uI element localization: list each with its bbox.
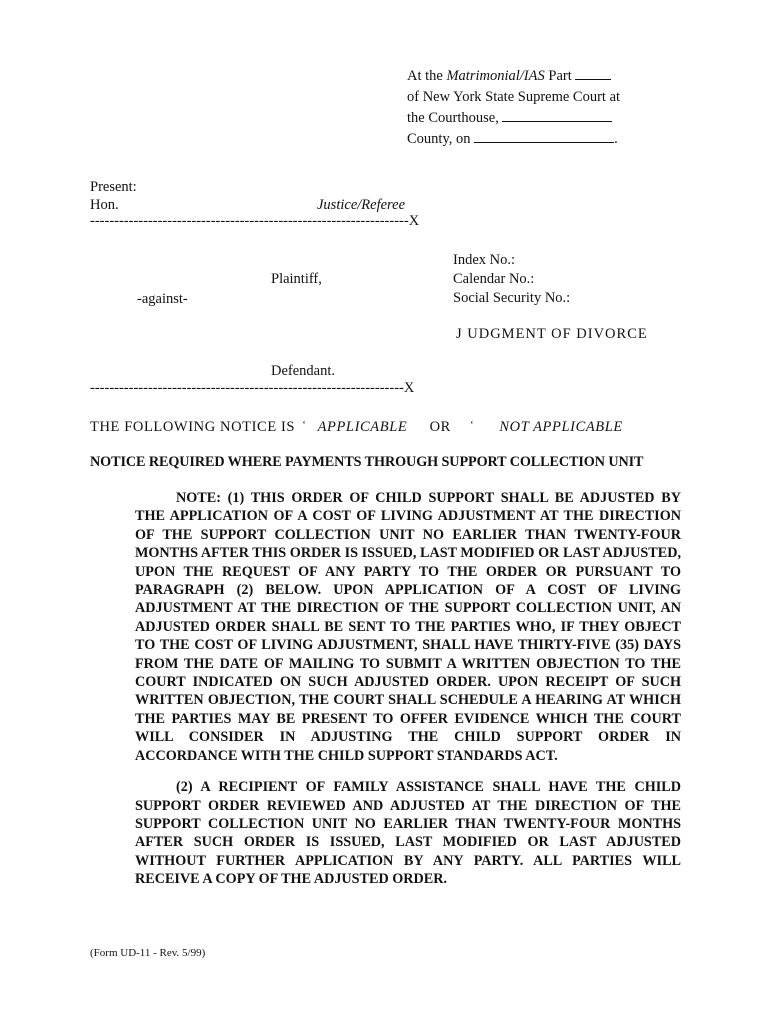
court-header-line-1: At the Matrimonial/IAS Part bbox=[407, 66, 620, 87]
court-header-line-4: County, on . bbox=[407, 131, 618, 147]
calendar-number-label: Calendar No.: bbox=[453, 271, 535, 287]
court-header-line-3: the Courthouse, bbox=[407, 108, 620, 129]
courthouse-field[interactable] bbox=[502, 108, 612, 122]
notice-paragraph-2: (2) A RECIPIENT OF FAMILY ASSISTANCE SHALL HAVE THE CHILD SUPPORT ORDER REVIEWED AND ADJUSTED AT THE DIRECTION OF THE SUPPORT COLLECTION UNIT NO EARLIER THAN TWENTY-FOUR MONTHS AFTER SUCH ORDER IS ISSUED, LAST MODIFIED OR LAST ADJUSTED WITHOUT FURTHER APPLICATION BY ANY PARTY. ALL PARTIES WILL RECEIVE A COPY OF THE ADJUSTED ORDER. bbox=[135, 779, 681, 888]
justice-referee-label: Justice/Referee bbox=[317, 197, 406, 213]
or-label: OR bbox=[429, 419, 451, 435]
part-number-field[interactable] bbox=[575, 66, 611, 80]
plaintiff-label: Plaintiff, bbox=[271, 271, 322, 287]
part-type: Matrimonial/IAS bbox=[446, 68, 545, 84]
notice-heading: NOTICE REQUIRED WHERE PAYMENTS THROUGH SUPPORT COLLECTION UNIT bbox=[90, 454, 644, 470]
notice-paragraph-1: NOTE: (1) THIS ORDER OF CHILD SUPPORT SHALL BE ADJUSTED BY THE APPLICATION OF A COST OF LIVING ADJUSTMENT AT THE DIRECTION OF THE SUPPORT COLLECTION UNIT NO EARLIER THAN TWENTY-FOUR MONTHS AFTER THIS ORDER IS ISSUED, LAST MODIFIED OR LAST ADJUSTED, UPON THE REQUEST OF ANY PARTY TO THE ORDER OR PURSUANT TO PARAGRAPH (2) BELOW. UPON APPLICATION OF A COST OF LIVING ADJUSTMENT AT THE DIRECTION OF THE SUPPORT COLLECTION UNIT, AN ADJUSTED ORDER SHALL BE SENT TO THE PARTIES WHO, IF THEY OBJECT TO THE COST OF LIVING ADJUSTMENT, SHALL HAVE THIRTY-FIVE (35) DAYS FROM THE DATE OF MAILING TO SUBMIT A WRITTEN OBJECTION TO THE COURT INDICATED ON SUCH ADJUSTED ORDER. UPON RECEIPT OF SUCH WRITTEN OBJECTION, THE COURT SHALL SCHEDULE A HEARING AT WHICH THE PARTIES MAY BE PRESENT TO OFFER EVIDENCE WHICH THE COURT WILL CONSIDER IN ADJUSTING THE CHILD SUPPORT ORDER IN ACCORDANCE WITH THE CHILD SUPPORT STANDARDS ACT. bbox=[135, 490, 681, 764]
applicable-checkbox[interactable]: ‘ bbox=[302, 419, 307, 431]
present-label: Present: bbox=[90, 179, 137, 195]
against-label: -against- bbox=[137, 291, 188, 307]
notice-applicability-line bbox=[90, 416, 685, 436]
defendant-label: Defendant. bbox=[271, 363, 336, 379]
applicable-label: APPLICABLE bbox=[317, 419, 408, 435]
index-number-label: Index No.: bbox=[453, 252, 516, 268]
not-applicable-label: NOT APPLICABLE bbox=[499, 419, 623, 435]
caption-bottom-rule: -----------------------------------------------------------------X bbox=[90, 380, 415, 396]
caption-top-rule: ------------------------------------------------------------------X bbox=[90, 213, 420, 229]
notice-body bbox=[135, 489, 681, 889]
document-title: J UDGMENT OF DIVORCE bbox=[456, 326, 648, 342]
applicability-prefix: THE FOLLOWING NOTICE IS bbox=[90, 419, 296, 435]
county-date-field[interactable] bbox=[474, 129, 614, 143]
court-header-line-2: of New York State Supreme Court at bbox=[407, 89, 621, 105]
court-header bbox=[407, 66, 620, 150]
form-id-footer: (Form UD-11 - Rev. 5/99) bbox=[90, 947, 206, 959]
social-security-label: Social Security No.: bbox=[453, 290, 571, 306]
hon-label: Hon. bbox=[90, 197, 119, 213]
not-applicable-checkbox[interactable]: ‘ bbox=[470, 419, 475, 431]
